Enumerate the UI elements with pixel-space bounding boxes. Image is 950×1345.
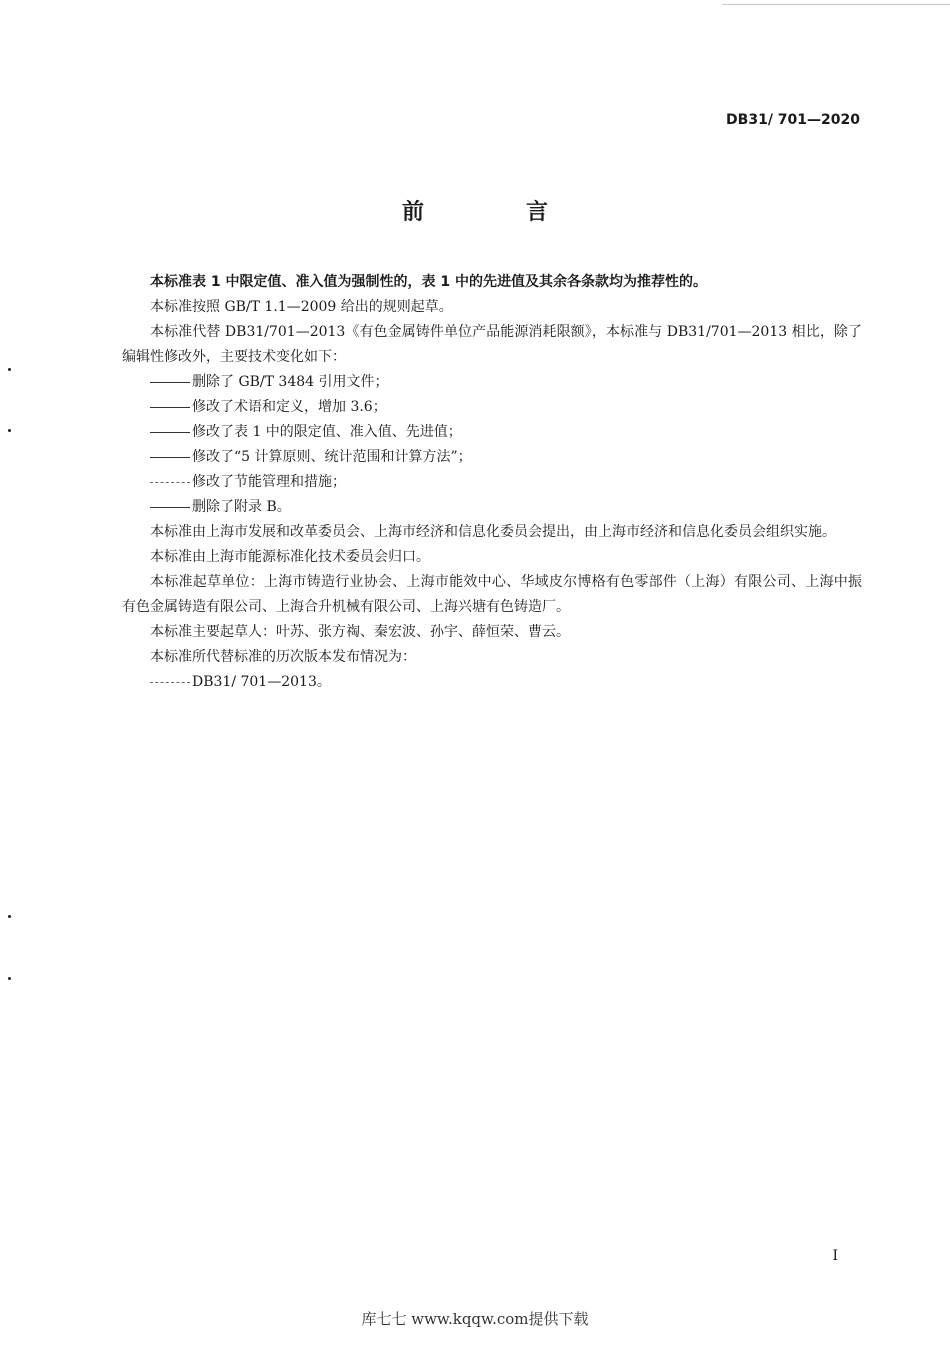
dash-mark (150, 432, 190, 433)
change-item: 删除了 GB/T 3484 引用文件； (122, 370, 862, 395)
margin-dot (8, 977, 11, 980)
dash-mark (150, 507, 190, 508)
change-item: 修改了表 1 中的限定值、准入值、先进值； (122, 420, 862, 445)
margin-dot (8, 429, 11, 432)
document-code: DB31/ 701—2020 (726, 112, 860, 128)
paragraph-proposer: 本标准由上海市发展和改革委员会、上海市经济和信息化委员会提出，由上海市经济和信息化委员会组织实施。 (150, 524, 836, 540)
download-footer: 库七七 www.kqqw.com提供下载 (361, 1310, 589, 1328)
paragraph-drafting-rules: 本标准按照 GB/T 1.1—2009 给出的规则起草。 (150, 299, 453, 315)
page-number: I (832, 1248, 838, 1264)
dash-mark (150, 682, 190, 683)
paragraph-drafters: 本标准主要起草人：叶苏、张方祹、秦宏波、孙宇、薛恒荣、曹云。 (150, 624, 570, 640)
dash-mark (150, 407, 190, 408)
dash-mark (150, 482, 190, 483)
paragraph-drafting-units: 本标准起草单位：上海市铸造行业协会、上海市能效中心、华域皮尔博格有色零部件（上海）有限公司、上海中振有色金属铸造有限公司、上海合升机械有限公司、上海兴塘有色铸造厂。 (122, 574, 862, 615)
history-item: DB31/ 701—2013。 (122, 670, 862, 695)
preface-body (122, 270, 862, 695)
paragraph-history-intro: 本标准所代替标准的历次版本发布情况为： (150, 649, 416, 665)
dash-mark (150, 457, 190, 458)
paragraph-administrator: 本标准由上海市能源标准化技术委员会归口。 (150, 549, 430, 565)
change-item: 删除了附录 B。 (122, 495, 862, 520)
margin-dot (8, 915, 11, 918)
paragraph-replacement: 本标准代替 DB31/701—2013《有色金属铸件单位产品能源消耗限额》，本标准与 DB31/701—2013 相比，除了编辑性修改外，主要技术变化如下： (122, 324, 862, 365)
paragraph-mandatory-clause: 本标准表 1 中限定值、准入值为强制性的，表 1 中的先进值及其余各条款均为推荐性的。 (150, 274, 707, 290)
scan-edge-line (722, 4, 950, 5)
change-item: 修改了节能管理和措施； (122, 470, 862, 495)
page-title: 前 言 (401, 200, 588, 225)
dash-mark (150, 382, 190, 383)
margin-dot (8, 368, 11, 371)
change-item: 修改了术语和定义，增加 3.6； (122, 395, 862, 420)
change-item: 修改了“5 计算原则、统计范围和计算方法”； (122, 445, 862, 470)
